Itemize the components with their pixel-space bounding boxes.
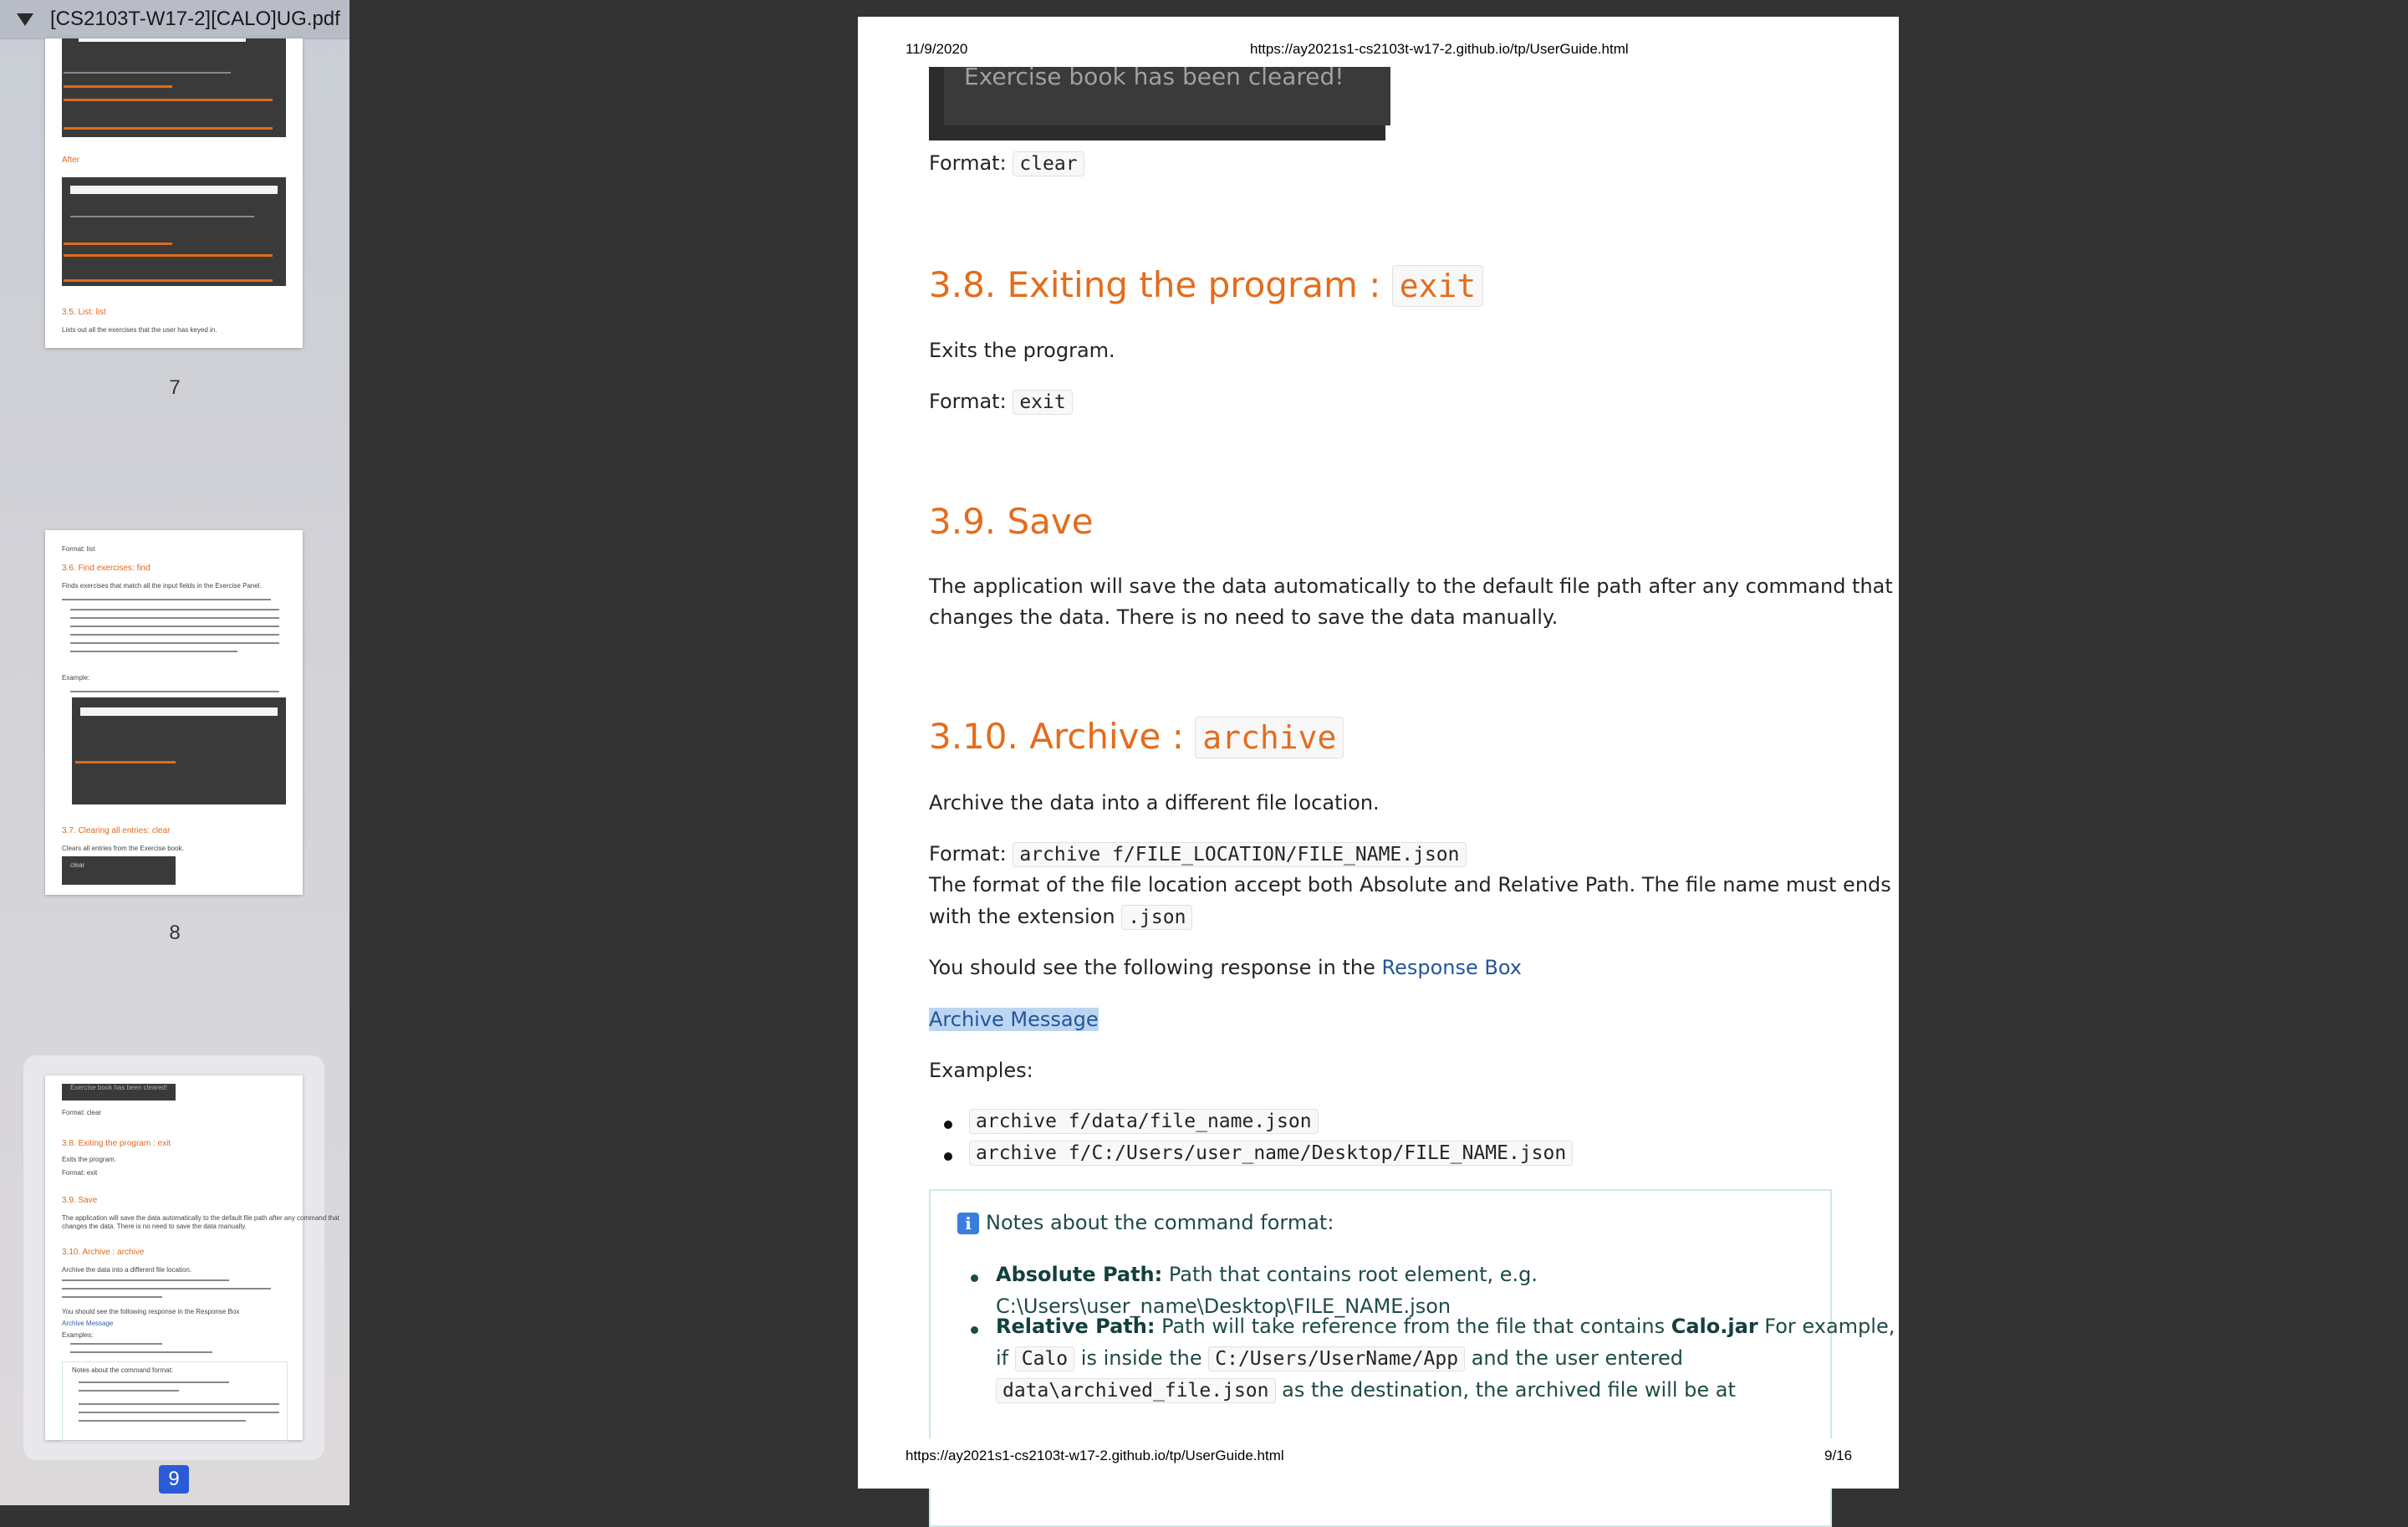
footer-url: https://ay2021s1-cs2103t-w17-2.github.io/tp/UserGuide.html (906, 1448, 1284, 1463)
header-date: 11/9/2020 (906, 41, 968, 57)
entered-text: and the user entered (1465, 1346, 1683, 1370)
archive-heading-code: archive (1195, 717, 1344, 758)
page-number-9-active[interactable]: 9 (159, 1465, 189, 1494)
bullet-icon (971, 1274, 978, 1282)
bullet-icon (944, 1152, 952, 1161)
exit-description: Exits the program. (929, 339, 1115, 362)
example-item (969, 1109, 1319, 1132)
bullet-icon (944, 1121, 952, 1129)
exit-heading-code: exit (1392, 265, 1484, 307)
path-line2-text: with the extension (929, 905, 1122, 928)
header-url: https://ay2021s1-cs2103t-w17-2.github.io/tp/UserGuide.html (1250, 41, 1629, 57)
thumb-text: clear (70, 861, 85, 869)
save-text-line1: The application will save the data automatically to the default file path after any command that (929, 575, 1893, 598)
archive-format-line (929, 842, 1467, 866)
response-box-link[interactable]: Response Box (1381, 956, 1523, 979)
json-extension-code: .json (1121, 905, 1192, 930)
notes-title-text: Notes about the command format: (986, 1211, 1334, 1234)
thumb-text: After (62, 156, 80, 165)
exit-format-line (929, 390, 1073, 413)
sidebar-file-header[interactable] (0, 0, 349, 39)
absolute-path-text: Path that contains root element, e.g. (1162, 1263, 1538, 1286)
app-path-code: C:/Users/UserName/App (1208, 1346, 1465, 1371)
calo-jar-text: Calo.jar (1671, 1315, 1758, 1338)
thumb-text: Notes about the command format: (72, 1366, 173, 1374)
thumb-text: Lists out all the exercises that the user has keyed in. (62, 326, 217, 334)
format-label: Format: (929, 151, 1007, 175)
page-footer (858, 1438, 1899, 1489)
thumb-text: Format: list (62, 545, 95, 553)
absolute-path-example: C:\Users\user_name\Desktop\FILE_NAME.json (996, 1295, 1451, 1318)
save-heading: 3.9. Save (929, 501, 1094, 542)
thumb-text: 3.5. List: list (62, 308, 106, 317)
page-thumbnail-8[interactable] (45, 530, 303, 895)
clear-format-code: clear (1013, 151, 1084, 176)
thumb-text: Archive the data into a different file location. (62, 1266, 192, 1274)
archive-message-link[interactable]: Archive Message (929, 1008, 1099, 1031)
archive-path-line2 (929, 905, 1192, 928)
relative-path-text: Path will take reference from the file that contains (1155, 1315, 1671, 1338)
bullet-icon (971, 1326, 978, 1334)
archive-format-code: archive f/FILE_LOCATION/FILE_NAME.json (1013, 842, 1466, 867)
page-number-8[interactable]: 8 (169, 922, 181, 944)
thumb-text: Format: exit (62, 1169, 98, 1177)
relative-path-text2: For example, (1758, 1315, 1895, 1338)
collapse-triangle-icon[interactable] (17, 13, 33, 26)
thumb-text: You should see the following response in the Response Box (62, 1308, 240, 1315)
response-line (929, 956, 1522, 979)
example-code: archive f/data/file_name.json (969, 1109, 1319, 1134)
format-label: Format: (929, 842, 1007, 866)
example-item (969, 1141, 1573, 1164)
format-label: Format: (929, 390, 1007, 413)
thumb-text: The application will save the data automatically to the default file path after any command that (62, 1214, 339, 1222)
archive-description: Archive the data into a different file location. (929, 791, 1380, 815)
thumb-text: Exercise book has been cleared! (70, 1084, 168, 1091)
absolute-path-label: Absolute Path: (996, 1263, 1163, 1286)
relative-path-line3 (996, 1378, 1736, 1402)
page-number-7[interactable]: 7 (169, 376, 181, 399)
archived-file-code: data\archived_file.json (996, 1378, 1276, 1403)
thumb-text: changes the data. There is no need to save the data manually. (62, 1223, 247, 1230)
archive-path-line1: The format of the file location accept both Absolute and Relative Path. The file name must ends (929, 873, 1891, 896)
page-thumbnail-9[interactable] (45, 1075, 339, 1440)
thumb-text: Example: (62, 674, 90, 682)
calo-code: Calo (1015, 1346, 1074, 1371)
info-icon: i (957, 1213, 979, 1234)
relative-path-line1 (996, 1315, 1895, 1338)
pdf-page-9 (858, 17, 1899, 1489)
clear-format-line (929, 151, 1084, 175)
if-text: if (996, 1346, 1015, 1370)
archive-heading-text: 3.10. Archive : (929, 716, 1196, 757)
notes-title (957, 1211, 1334, 1234)
thumb-text: Examples: (62, 1331, 94, 1339)
relative-path-line2 (996, 1346, 1683, 1370)
thumb-text: Archive Message (62, 1320, 114, 1327)
example-code: archive f/C:/Users/user_name/Desktop/FILE_NAME.json (969, 1141, 1573, 1166)
thumb-text: 3.10. Archive : archive (62, 1248, 145, 1257)
absolute-path-line1 (996, 1263, 1538, 1286)
thumb-text: 3.6. Find exercises: find (62, 564, 150, 573)
file-name: [CS2103T-W17-2][CALO]UG.pdf (50, 8, 340, 30)
archive-heading (929, 716, 1344, 757)
thumb-text: Format: clear (62, 1109, 102, 1116)
page-thumbnail-7[interactable] (45, 38, 303, 348)
thumb-text: Finds exercises that match all the input fields in the Exercise Panel. (62, 582, 262, 590)
thumb-text: 3.8. Exiting the program : exit (62, 1139, 171, 1148)
thumb-text: Clears all entries from the Exercise book. (62, 845, 184, 852)
exit-format-code: exit (1013, 390, 1072, 415)
save-text-line2: changes the data. There is no need to save the data manually. (929, 605, 1559, 629)
exit-heading-text: 3.8. Exiting the program : (929, 264, 1392, 305)
relative-path-label: Relative Path: (996, 1315, 1156, 1338)
response-text: You should see the following response in the (929, 956, 1382, 979)
thumbnail-sidebar (0, 0, 349, 1505)
exit-heading (929, 264, 1483, 305)
thumb-text: 3.7. Clearing all entries: clear (62, 826, 171, 835)
footer-page-number: 9/16 (1824, 1448, 1853, 1463)
inside-text: is inside the (1074, 1346, 1209, 1370)
archive-message-line (929, 1008, 1099, 1031)
cleared-text: Exercise book has been cleared! (944, 67, 1390, 125)
destination-text: as the destination, the archived file will be at (1275, 1378, 1736, 1402)
thumb-text: Exits the program. (62, 1156, 116, 1163)
exercise-cleared-screenshot (929, 63, 1385, 140)
thumb-text: 3.9. Save (62, 1196, 98, 1205)
examples-label: Examples: (929, 1059, 1033, 1082)
